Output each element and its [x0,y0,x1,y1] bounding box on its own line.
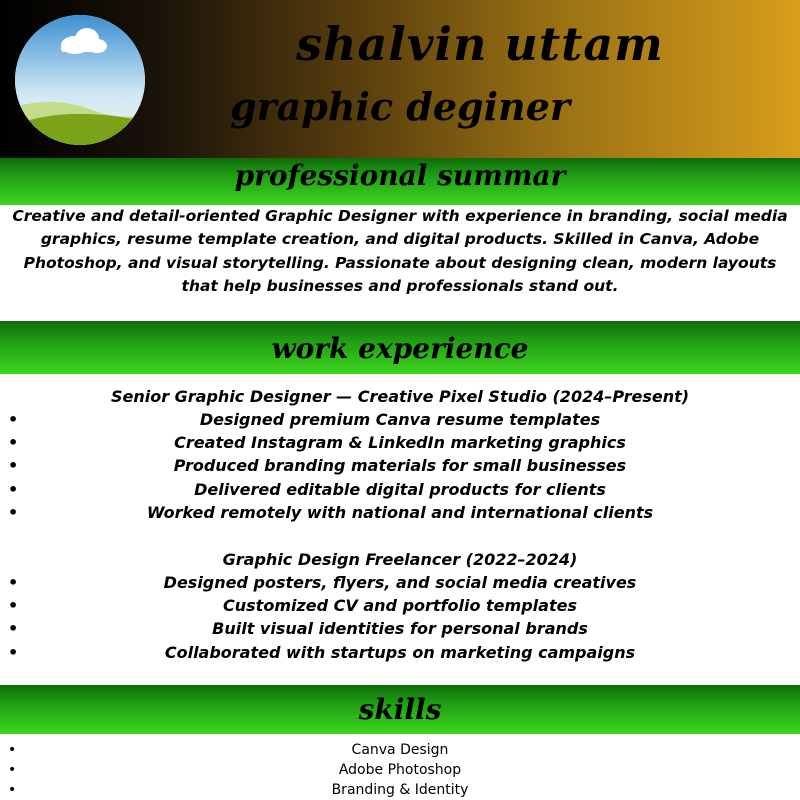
list-item: • Built visual identities for personal brands [0,617,800,640]
list-item: • Produced branding materials for small businesses [0,454,800,477]
list-item: • Adobe Photoshop [0,760,800,780]
list-item: • Branding & Identity [0,780,800,800]
list-item: • Created Instagram & LinkedIn marketing graphics [0,431,800,454]
list-item: • Worked remotely with national and international clients [0,501,800,524]
job-role: graphic deginer [230,84,570,129]
job-title: Graphic Design Freelancer (2022–2024) [222,550,578,569]
job-duties-list [0,571,800,664]
skills-list [0,740,800,800]
summary-text: Creative and detail-oriented Graphic Designer with experience in branding, social media graphics, resume template creation, and digital products. Skilled in Canva, Adobe Photoshop, and visual storytelling. Passionate about designing clean, modern layouts that help businesses and professionals stand out. [12,207,788,295]
job-duties-list [0,408,800,524]
list-item: • Delivered editable digital products for clients [0,478,800,501]
section-header-skills: skills [0,685,800,734]
section-header-summary: professional summar [0,158,800,205]
person-name: shalvin uttam [296,17,664,71]
list-item: • Customized CV and portfolio templates [0,594,800,617]
section-header-work: work experience [0,321,800,374]
list-item: • Designed posters, flyers, and social media creatives [0,571,800,594]
resume-header [0,0,800,158]
job-title: Senior Graphic Designer — Creative Pixel Studio (2024–Present) [110,387,690,406]
list-item: • Designed premium Canva resume templates [0,408,800,431]
list-item: • Collaborated with startups on marketing campaigns [0,641,800,664]
list-item: • Canva Design [0,740,800,760]
